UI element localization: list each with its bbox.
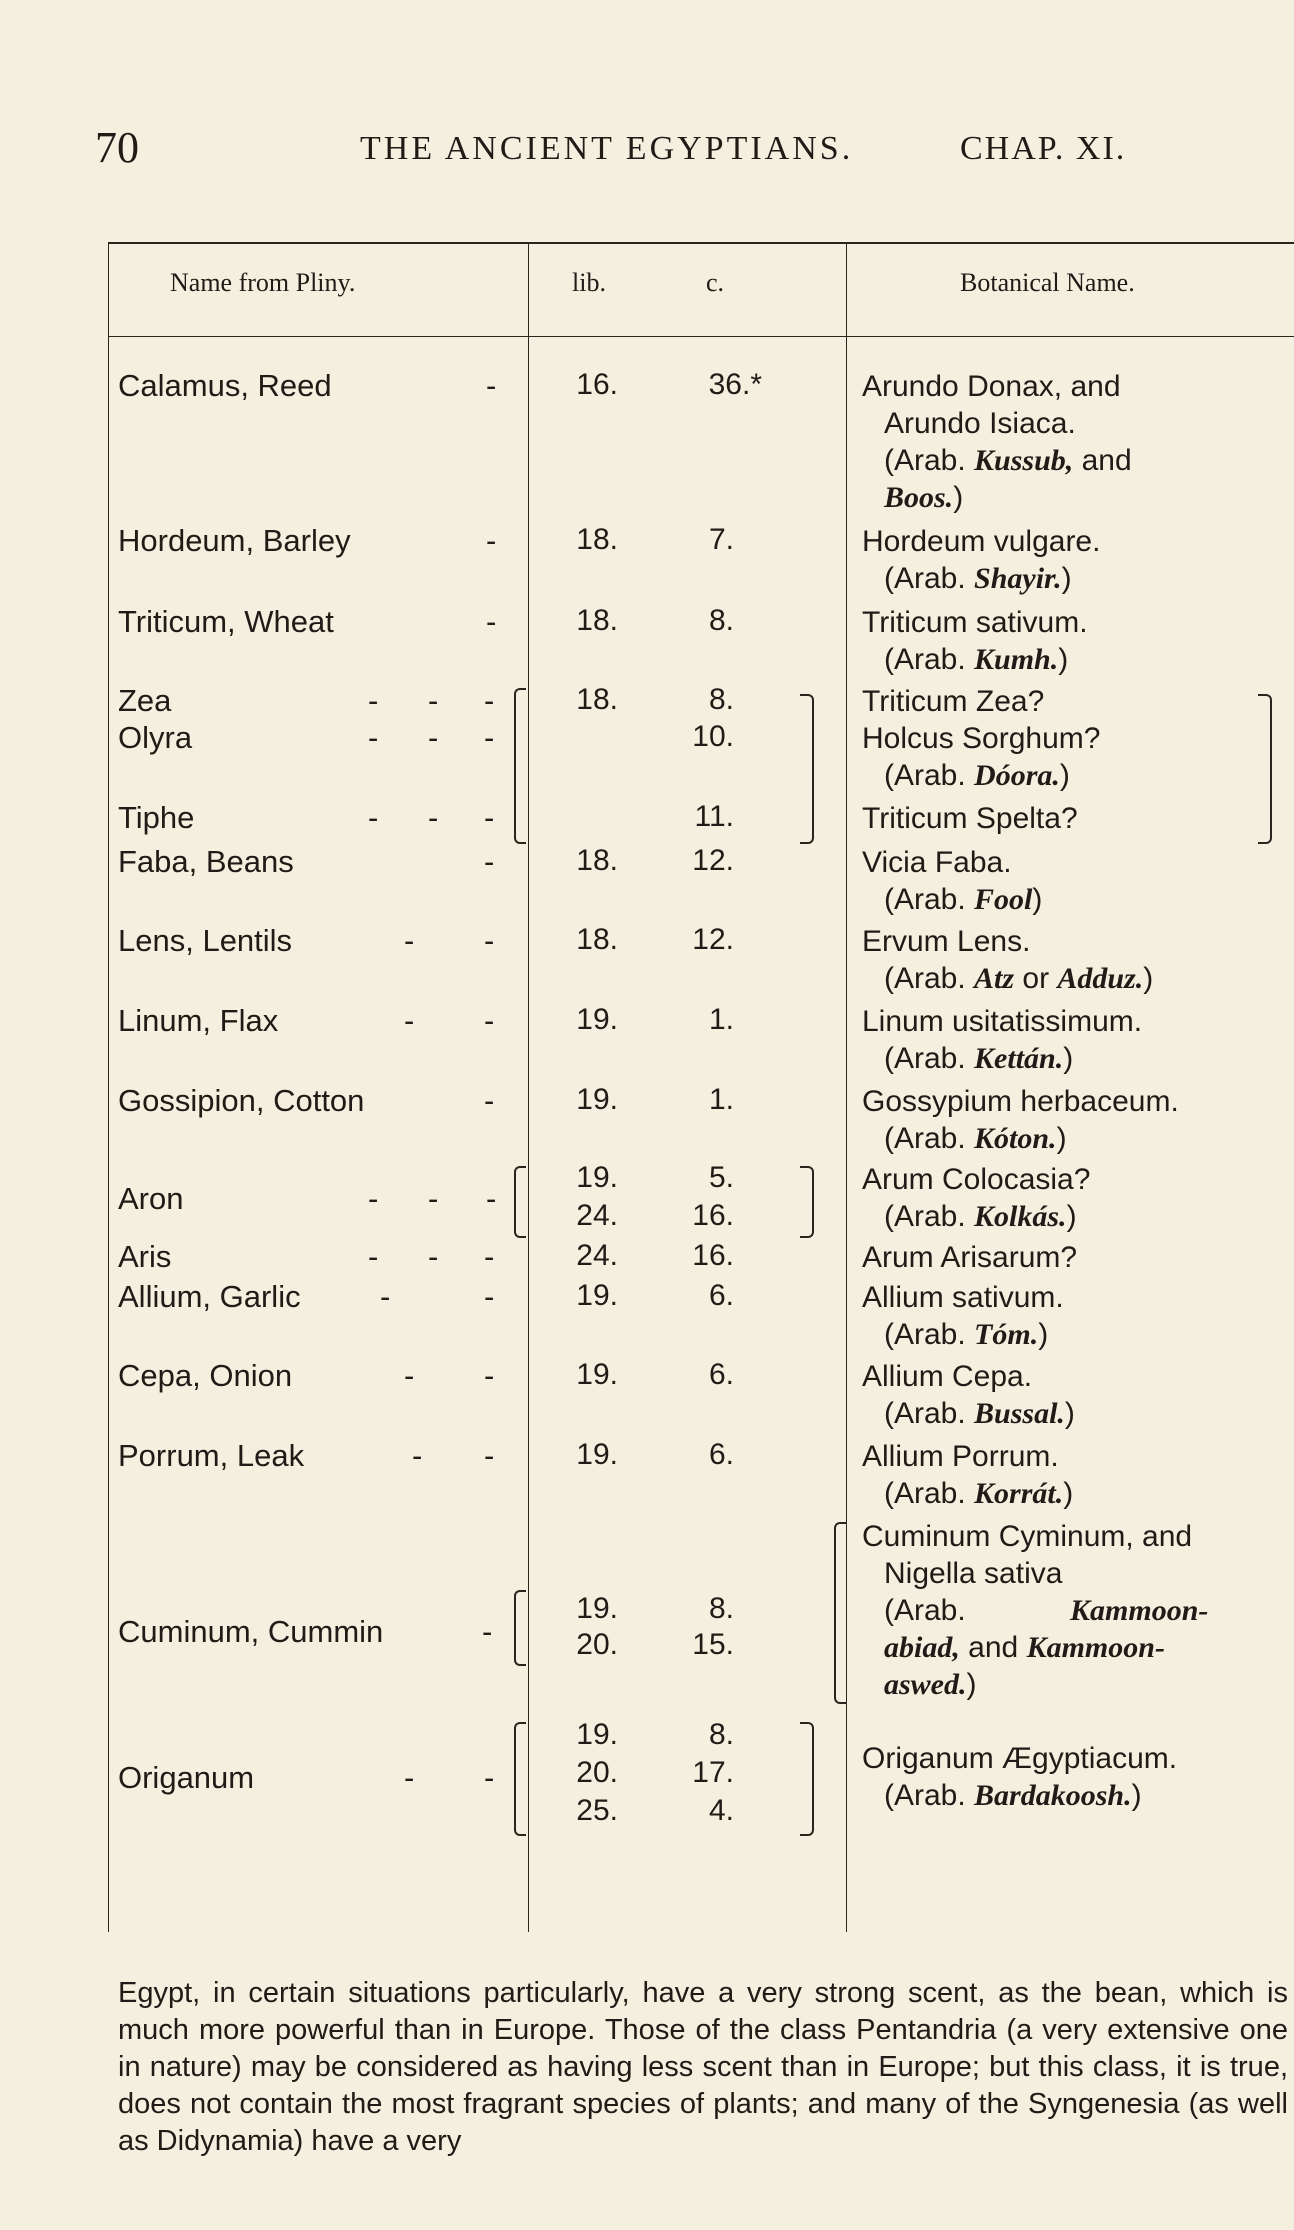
lib-value: 16. bbox=[576, 368, 618, 401]
dash: - bbox=[484, 1239, 495, 1274]
pliny-name: Calamus, Reed bbox=[118, 368, 332, 403]
pliny-name: Tiphe bbox=[118, 800, 195, 835]
c-value: 15. bbox=[692, 1628, 734, 1661]
botanical-name: Arum Colocasia? (Arab. Kolkás.) bbox=[862, 1163, 1091, 1233]
dash: - bbox=[484, 1083, 495, 1118]
lib-value: 20. bbox=[576, 1628, 618, 1661]
header-lib: lib. bbox=[572, 268, 606, 297]
c-value: 11. bbox=[694, 800, 734, 833]
dash: - bbox=[368, 800, 379, 835]
origanum-left-brace bbox=[514, 1722, 526, 1836]
header-c: c. bbox=[706, 268, 725, 297]
c-value: 16. bbox=[692, 1199, 734, 1232]
c-value: 17. bbox=[692, 1756, 734, 1789]
botanical-name: Origanum Ægyptiacum. (Arab. Bardakoosh.) bbox=[862, 1742, 1178, 1812]
c-value: 8. bbox=[708, 1718, 734, 1751]
lib-value: 18. bbox=[576, 523, 618, 556]
zea-group-right-brace bbox=[800, 694, 814, 844]
aron-right-brace bbox=[800, 1166, 814, 1238]
botanical-name: Triticum Zea? bbox=[862, 685, 1045, 718]
botanical-name: Vicia Faba. (Arab. Fool) bbox=[862, 846, 1043, 916]
origanum-right-brace bbox=[800, 1722, 814, 1836]
dash: - bbox=[482, 1614, 493, 1649]
header-bottom-rule bbox=[108, 336, 1294, 337]
dash: - bbox=[428, 683, 439, 718]
lib-value: 18. bbox=[576, 923, 618, 956]
table-top-rule bbox=[108, 242, 1294, 244]
pliny-name: Olyra bbox=[118, 720, 193, 755]
dash: - bbox=[484, 720, 495, 755]
dash: - bbox=[428, 800, 439, 835]
c-value: 7. bbox=[708, 523, 734, 556]
zea-group-left-brace bbox=[514, 688, 526, 844]
lib-value: 18. bbox=[576, 604, 618, 637]
dash: - bbox=[484, 923, 495, 958]
dash: - bbox=[368, 1239, 379, 1274]
lib-value: 24. bbox=[576, 1199, 618, 1232]
lib-value: 19. bbox=[576, 1358, 618, 1391]
dash: - bbox=[484, 800, 495, 835]
zea-botanical-brace bbox=[1258, 694, 1272, 844]
aron-left-brace bbox=[514, 1166, 526, 1238]
c-value: 5. bbox=[708, 1161, 734, 1194]
dash: - bbox=[484, 1279, 495, 1314]
c-value: 10. bbox=[692, 720, 734, 753]
lib-value: 19. bbox=[576, 1279, 618, 1312]
botanical-name: Triticum sativum. (Arab. Kumh.) bbox=[862, 606, 1088, 676]
lib-value: 19. bbox=[576, 1161, 618, 1194]
botanical-name: Triticum Spelta? bbox=[862, 802, 1078, 835]
c-value: 36.* bbox=[708, 368, 762, 401]
page-number: 70 bbox=[95, 123, 139, 172]
body-paragraph: Egypt, in certain situations particularly, have a very strong scent, as the bean, which is much more powerful than in Europe. Those of the class Pentandria (a very extensive one in nature) may be considered as having less scent than in Europe; but this class, it is true, does not contain the most fragrant species of plants; and many of the Syngenesia (as well as Didynamia) have a very bbox=[118, 1977, 1288, 2157]
pliny-name: Gossipion, Cotton bbox=[118, 1083, 365, 1118]
dash: - bbox=[404, 1358, 415, 1393]
pliny-name: Faba, Beans bbox=[118, 844, 294, 879]
c-value: 8. bbox=[708, 683, 734, 716]
pliny-name: Allium, Garlic bbox=[118, 1279, 301, 1314]
dash: - bbox=[428, 1239, 439, 1274]
botanical-name: Ervum Lens. (Arab. Atz or Adduz.) bbox=[862, 925, 1154, 995]
left-column-rule bbox=[108, 242, 109, 1932]
c-value: 16. bbox=[692, 1239, 734, 1272]
botanical-name: Gossypium herbaceum. (Arab. Kóton.) bbox=[862, 1085, 1179, 1155]
lib-value: 19. bbox=[576, 1718, 618, 1751]
pliny-name: Lens, Lentils bbox=[118, 923, 293, 958]
running-head: THE ANCIENT EGYPTIANS. bbox=[360, 130, 854, 167]
lib-value: 19. bbox=[576, 1083, 618, 1116]
dash: - bbox=[484, 683, 495, 718]
dash: - bbox=[428, 1181, 439, 1216]
pliny-name: Linum, Flax bbox=[118, 1003, 279, 1038]
dash: - bbox=[486, 523, 497, 558]
botanical-name: Allium Cepa. (Arab. Bussal.) bbox=[862, 1360, 1075, 1430]
lib-value: 20. bbox=[576, 1756, 618, 1789]
chapter-label: CHAP. XI. bbox=[960, 130, 1127, 167]
botanical-name: Allium sativum. (Arab. Tóm.) bbox=[862, 1281, 1064, 1351]
dash: - bbox=[404, 1760, 415, 1795]
lib-value: 25. bbox=[576, 1794, 618, 1827]
lib-value: 19. bbox=[576, 1592, 618, 1625]
botanical-column-rule bbox=[846, 242, 847, 1932]
dash: - bbox=[486, 604, 497, 639]
lib-value: 18. bbox=[576, 683, 618, 716]
lib-value: 19. bbox=[576, 1003, 618, 1036]
botanical-name: Cuminum Cyminum, and Nigella sativa (Arab. Kammoon- abiad, and Kammoon- aswed.) bbox=[862, 1520, 1209, 1701]
c-value: 12. bbox=[692, 844, 734, 877]
pliny-name: Triticum, Wheat bbox=[118, 604, 334, 639]
botanical-name: Hordeum vulgare. (Arab. Shayir.) bbox=[862, 525, 1101, 595]
dash: - bbox=[486, 368, 497, 403]
pliny-name: Aris bbox=[118, 1239, 172, 1274]
pliny-name: Origanum bbox=[118, 1760, 255, 1795]
c-value: 6. bbox=[708, 1358, 734, 1391]
pliny-name: Porrum, Leak bbox=[118, 1438, 305, 1473]
dash: - bbox=[484, 1003, 495, 1038]
pliny-name: Aron bbox=[118, 1181, 184, 1216]
dash: - bbox=[412, 1438, 423, 1473]
dash: - bbox=[368, 720, 379, 755]
header-botanical-name: Botanical Name. bbox=[960, 268, 1135, 297]
pliny-name: Hordeum, Barley bbox=[118, 523, 351, 558]
dash: - bbox=[428, 720, 439, 755]
cuminum-botanical-brace bbox=[834, 1522, 846, 1704]
pliny-name: Cepa, Onion bbox=[118, 1358, 293, 1393]
botanical-name: Holcus Sorghum? (Arab. Dóora.) bbox=[862, 722, 1101, 792]
lib-value: 18. bbox=[576, 844, 618, 877]
dash: - bbox=[380, 1279, 391, 1314]
dash: - bbox=[484, 1438, 495, 1473]
botanical-name: Linum usitatissimum. (Arab. Kettán.) bbox=[862, 1005, 1143, 1075]
lib-value: 19. bbox=[576, 1438, 618, 1471]
lib-value: 24. bbox=[576, 1239, 618, 1272]
pliny-name: Zea bbox=[118, 683, 172, 718]
c-value: 12. bbox=[692, 923, 734, 956]
pliny-name: Cuminum, Cummin bbox=[118, 1614, 384, 1649]
dash: - bbox=[368, 683, 379, 718]
dash: - bbox=[486, 1181, 497, 1216]
c-value: 8. bbox=[708, 604, 734, 637]
c-value: 8. bbox=[708, 1592, 734, 1625]
cuminum-left-brace bbox=[514, 1590, 526, 1666]
botanical-name: Arundo Donax, and Arundo Isiaca. (Arab. Kussub, and Boos.) bbox=[862, 370, 1132, 514]
lib-column-rule bbox=[528, 242, 529, 1932]
dash: - bbox=[484, 1760, 495, 1795]
header-name-from-pliny: Name from Pliny. bbox=[170, 268, 356, 297]
dash: - bbox=[484, 844, 495, 879]
dash: - bbox=[404, 923, 415, 958]
dash: - bbox=[404, 1003, 415, 1038]
c-value: 4. bbox=[708, 1794, 734, 1827]
dash: - bbox=[368, 1181, 379, 1216]
c-value: 1. bbox=[708, 1083, 734, 1116]
dash: - bbox=[484, 1358, 495, 1393]
botanical-name: Arum Arisarum? bbox=[862, 1241, 1078, 1274]
c-value: 1. bbox=[708, 1003, 734, 1036]
botanical-name: Allium Porrum. (Arab. Korrát.) bbox=[862, 1440, 1074, 1510]
c-value: 6. bbox=[708, 1438, 734, 1471]
c-value: 6. bbox=[708, 1279, 734, 1312]
